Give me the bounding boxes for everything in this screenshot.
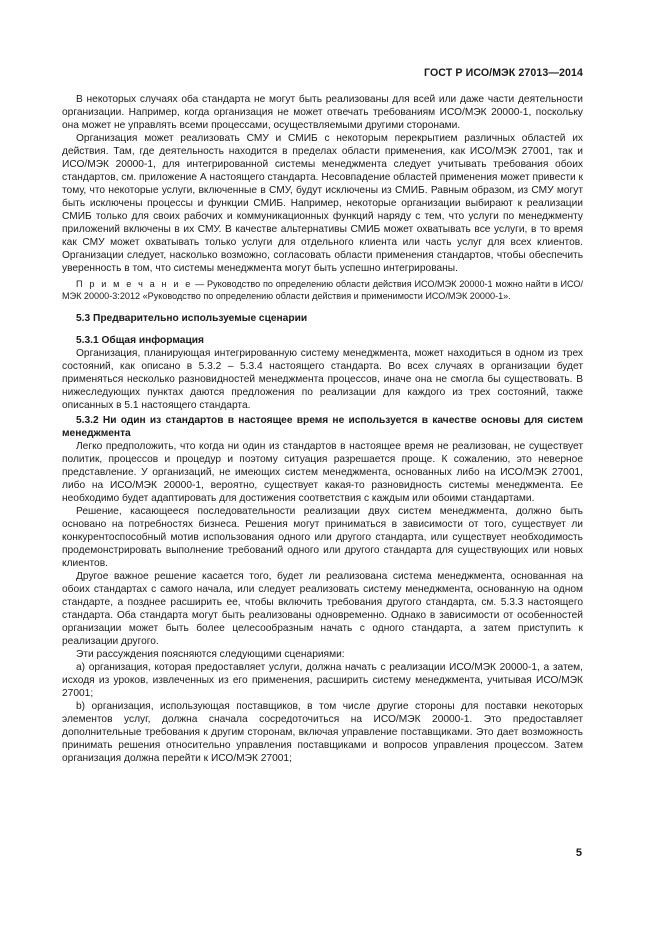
paragraph: Организация, планирующая интегрированную систему менеджмента, может находиться в одном из трех состояний, как описано в 5.3.2 – 5.3.4 настоящего стандарта. Во всех случаях в организации будет применяться несколько разновидностей менеджмента процессов, иначе она не смогла бы существовать. В нижеследующих пунктах даются предложения по реализации для каждого из трех состояний, также описанных в 5.1 настоящего стандарта.: [62, 348, 583, 412]
list-item: а) организация, которая предоставляет услуги, должна начать с реализации ИСО/МЭК 20000-1, а затем, исходя из уроков, извлеченных из его применения, расширить систему менеджмента, учитывая ИСО/МЭК 27001;: [62, 662, 583, 700]
standard-header: ГОСТ Р ИСО/МЭК 27013—2014: [424, 67, 583, 79]
paragraph: Легко предположить, что когда ни один из стандартов в настоящее время не реализован, не существует политик, процессов и процедур и поэтому ситуация разрешается проще. К сожалению, это неверное представление. У организаций, не имеющих систем менеджмента, основанных либо на ИСО/МЭК 27001, либо на ИСО/МЭК 20000-1, вероятно, существует какая-то разновидность системы менеджмента. Ее необходимо будет адаптировать для достижения соответствия с каждым или обоими стандартами.: [62, 441, 583, 505]
note: [62, 279, 583, 302]
section-heading-5-3-1: 5.3.1 Общая информация: [76, 335, 204, 347]
list-item: b) организация, использующая поставщиков, в том числе другие стороны для поставки некоторых элементов услуг, должна сначала сосредоточиться на ИСО/МЭК 20000-1. Это предоставляет дополнительные требования к другим сторонам, включая управление поставщиками. Это дает возможность принимать решения относительно управления поставщиками и вопросов управления процессом. Затем организация должна перейти к ИСО/МЭК 27001;: [62, 701, 583, 765]
note-text: — Руководство по определению области действия ИСО/МЭК 20000-1 можно найти в ИСО/МЭК 20000-3:2012 «Руководство по определению области действия и применимости ИСО/МЭК 20000-1».: [62, 279, 583, 301]
section-heading-5-3-2: 5.3.2 Ни один из стандартов в настоящее время не используется в качестве основы для систем менеджмента: [62, 415, 583, 440]
page-number: 5: [575, 847, 582, 859]
paragraph: Эти рассуждения поясняются следующими сценариями:: [76, 649, 345, 661]
section-heading-5-3: 5.3 Предварительно используемые сценарии: [76, 313, 308, 325]
document-body: [62, 93, 583, 765]
paragraph: В некоторых случаях оба стандарта не могут быть реализованы для всей или даже части деятельности организации. Например, когда организация не может отвечать требованиям ИСО/МЭК 20000-1, поскольку она может не управлять всеми процессами, осуществляемыми другими сторонами.: [62, 94, 583, 131]
note-label: П р и м е ч а н и е: [76, 279, 193, 289]
paragraph: Организация может реализовать СМУ и СМИБ с некоторым перекрытием различных областей их действия. Там, где деятельность находится в пределах области применения, как ИСО/МЭК 27001, так и ИСО/МЭК 20000-1, для интегрированной системы менеджмента следует учитывать требования обоих стандартов, см. приложение А настоящего стандарта. Несовпадение областей применения может привести к тому, что некоторые услуги, включенные в СМУ, будут исключены из СМИБ. Равным образом, из СМУ могут быть исключены процессы и функции СМИБ. Например, некоторые организации выбирают к реализации СМИБ только для своих рабочих и коммуникационных функций наряду с тем, что услуги по менеджменту приложений включены в их СМУ. В качестве альтернативы СМИБ может охватывать все услуги, в то время как СМУ может охватывать только услуги для отдельного клиента или часть услуг для всех клиентов. Организации следует, насколько возможно, согласовать области применения стандартов, чтобы обеспечить уверенность в том, что системы менеджмента могут быть успешно интегрированы.: [62, 133, 584, 274]
paragraph: Решение, касающееся последовательности реализации двух систем менеджмента, должно быть основано на потребностях бизнеса. Решения могут приниматься в зависимости от того, существует ли конкурентоспособный мотив использования одного или другого стандарта, или существует необходимость продемонстрировать выполнение требований одного или другого стандарта для существующих или новых клиентов.: [62, 506, 583, 570]
paragraph: Другое важное решение касается того, будет ли реализована система менеджмента, основанная на обоих стандартах с самого начала, или следует реализовать систему менеджмента, основанную на одном стандарте, а позднее расширить ее, чтобы включить требования другого стандарта, см. 5.3.3 настоящего стандарта. Оба стандарта могут быть реализованы одновременно. Однако в зависимости от особенностей организации может быть более целесообразным начать с одного стандарта, а затем приступить к реализации другого.: [62, 571, 583, 648]
